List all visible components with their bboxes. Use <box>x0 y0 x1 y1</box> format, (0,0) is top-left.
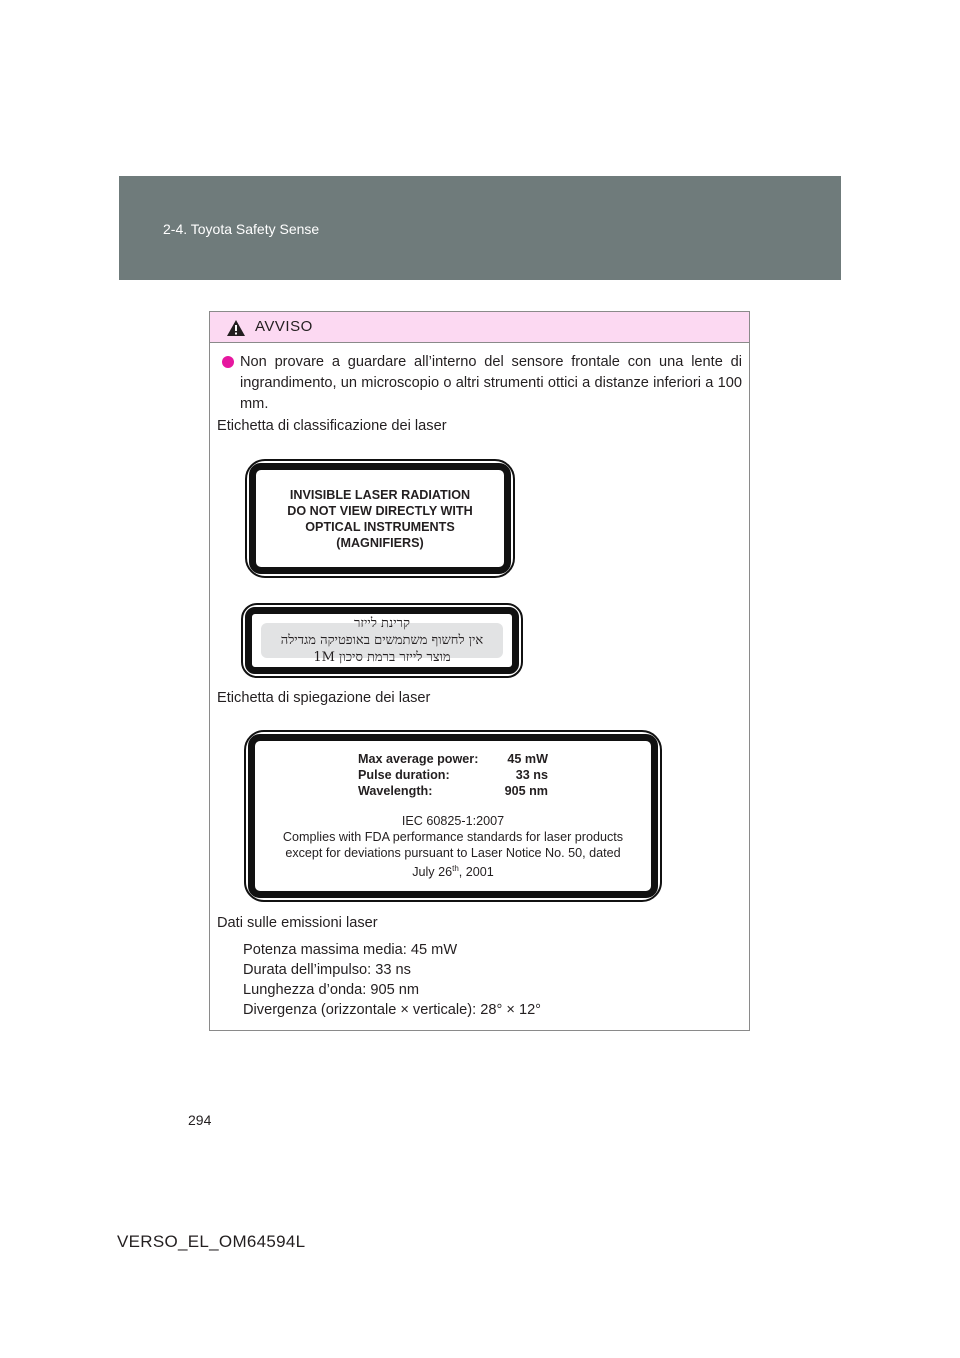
laser-label-hebrew <box>241 603 523 678</box>
spec-power-label: Max average power: <box>358 752 479 767</box>
section-title: 2-4. Toyota Safety Sense <box>163 221 320 237</box>
label-line: OPTICAL INSTRUMENTS <box>305 519 455 534</box>
emission-list <box>243 940 541 1020</box>
emission-item: Lunghezza d’onda: 905 nm <box>243 982 420 998</box>
spec-fda-date: July 26th, 2001 <box>412 864 494 880</box>
spec-wavelength-value: 905 nm <box>504 784 548 799</box>
page-number: 294 <box>188 1112 212 1128</box>
laser-label-english <box>245 459 515 578</box>
spec-wavelength-label: Wavelength: <box>358 784 433 799</box>
spec-fda-line: except for deviations pursuant to Laser Notice No. 50, dated <box>285 846 621 861</box>
label-line: DO NOT VIEW DIRECTLY WITH <box>287 503 473 518</box>
warning-triangle-icon <box>226 319 246 337</box>
label-line: INVISIBLE LASER RADIATION <box>289 487 471 502</box>
spec-wavelength <box>358 783 548 799</box>
laser-spec-label <box>244 730 662 902</box>
label-line: (MAGNIFIERS) <box>336 535 424 550</box>
spec-standard: IEC 60825-1:2007 <box>401 814 505 829</box>
label-line: מוצר לייזר ברמת סיכון 1M <box>313 650 451 665</box>
warning-bullet <box>222 352 742 415</box>
spec-power <box>358 751 548 767</box>
spec-pulse-label: Pulse duration: <box>358 768 450 783</box>
emission-item: Divergenza (orizzontale × verticale): 28° × 12° <box>243 1002 542 1018</box>
label-line: קרינת לייזר <box>354 616 410 631</box>
spec-power-value: 45 mW <box>507 752 548 767</box>
spec-fda-line: Complies with FDA performance standards for laser products <box>282 830 624 845</box>
emission-item: Potenza massima media: 45 mW <box>243 942 458 958</box>
caption-explanation: Etichetta di spiegazione dei laser <box>217 690 431 706</box>
warning-box <box>209 311 750 1031</box>
caption-emissions: Dati sulle emissioni laser <box>217 915 378 931</box>
bullet-text: Non provare a guardare all’interno del sensore frontale con una lente di ingrandimento, un microscopio o altri strumenti ottici a distanze inferiori a 100 mm. <box>240 354 742 412</box>
spec-pulse <box>358 767 548 783</box>
caption-classification: Etichetta di classificazione dei laser <box>217 418 447 434</box>
warning-title: AVVISO <box>255 318 313 335</box>
emission-item: Durata dell’impulso: 33 ns <box>243 962 411 978</box>
label-line: אין לחשוף משתמשים באופטיקה מגדילה <box>280 633 484 648</box>
spec-pulse-value: 33 ns <box>515 768 548 783</box>
document-code: VERSO_EL_OM64594L <box>117 1232 306 1251</box>
warning-header <box>210 312 749 343</box>
bullet-dot-icon <box>222 356 234 368</box>
